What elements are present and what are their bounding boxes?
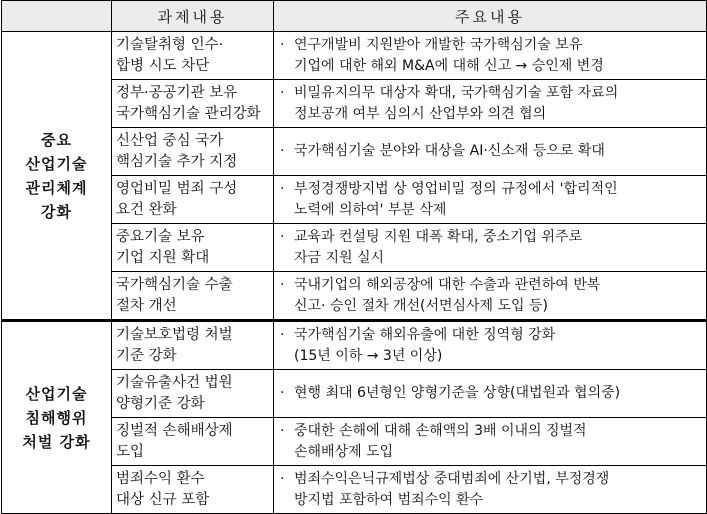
content-text: [294, 179, 702, 221]
header-task: 과제내용: [112, 1, 274, 32]
category-cell: [2, 321, 112, 514]
content-cell: [274, 176, 707, 224]
task-line: 신산업 중심 국가: [116, 132, 224, 149]
content-line: 범죄수익은닉규제법상 중대범죄에 산기법, 부정경쟁: [294, 470, 610, 487]
content-cell: [274, 32, 707, 80]
task-cell: [112, 224, 274, 272]
content-cell: [274, 321, 707, 370]
bullet-mark: ·: [280, 470, 285, 487]
content-cell: [274, 466, 707, 514]
header-content: 주요내용: [274, 1, 707, 32]
task-line: 요건 완화: [116, 201, 177, 218]
task-cell: [112, 128, 274, 176]
task-line: 중요기술 보유: [116, 228, 205, 245]
bullet-item: [280, 469, 702, 511]
content-line: 정보공개 여부 심의시 산업부와 의견 협의: [294, 105, 547, 122]
task-line: 영업비밀 범죄 구성: [116, 180, 238, 197]
category-cell: [2, 32, 112, 321]
content-line: 국가핵심기술 분야와 대상을 AI·신소재 등으로 확대: [294, 143, 605, 159]
content-line: 국가핵심기술 해외유출에 대한 징역형 강화: [294, 326, 556, 343]
task-line: 기준 강화: [116, 347, 177, 364]
content-line: 자금 지원 실시: [294, 249, 385, 266]
content-cell: [274, 370, 707, 418]
bullet-mark: ·: [280, 143, 285, 159]
bullet-item: [280, 325, 702, 367]
task-line: 대상 신규 포함: [116, 491, 210, 508]
bullet-item: [280, 383, 702, 404]
content-line: 기업에 대한 해외 M&A에 대해 신고 → 승인제 변경: [294, 57, 604, 74]
task-cell: [112, 466, 274, 514]
content-cell: [274, 80, 707, 128]
task-line: 합병 시도 차단: [116, 57, 210, 74]
category-line: 침해행위: [25, 408, 88, 427]
header-blank: [2, 1, 112, 32]
task-line: 절차 개선: [116, 297, 177, 314]
content-line: 비밀유지의무 대상자 확대, 국가핵심기술 포함 자료의: [294, 84, 619, 101]
category-line: 산업기술: [25, 154, 88, 173]
content-text: [294, 35, 702, 77]
task-cell: [112, 418, 274, 466]
task-cell: [112, 370, 274, 418]
content-text: [294, 83, 702, 125]
task-cell: [112, 80, 274, 128]
content-line: 국내기업의 해외공장에 대한 수출과 관련하여 반복: [294, 276, 601, 293]
bullet-item: [280, 179, 702, 221]
content-text: [294, 141, 702, 162]
content-cell: [274, 418, 707, 466]
task-cell: [112, 321, 274, 370]
bullet-item: [280, 421, 702, 463]
task-line: 기업 지원 확대: [116, 249, 210, 266]
content-line: 부정경쟁방지법 상 영업비밀 정의 규정에서 '합리적인: [294, 180, 618, 197]
content-text: [294, 469, 702, 511]
bullet-item: [280, 141, 702, 162]
task-line: 국가핵심기술 관리강화: [116, 105, 261, 122]
category-line: 산업기술: [25, 384, 88, 403]
bullet-item: [280, 35, 702, 77]
task-line: 핵심기술 추가 지정: [116, 153, 238, 170]
category-line: 처벌 강화: [22, 432, 91, 451]
category-line: 중요: [41, 130, 72, 149]
task-line: 도입: [116, 443, 145, 460]
bullet-item: [280, 275, 702, 317]
content-cell: [274, 224, 707, 272]
table-row: [2, 321, 707, 370]
content-text: [294, 421, 702, 463]
content-text: [294, 325, 702, 367]
content-line: 교육과 컨설팅 지원 대폭 확대, 중소기업 위주로: [294, 228, 583, 245]
task-line: 기술유출사건 법원: [116, 374, 233, 391]
task-cell: [112, 176, 274, 224]
content-line: 연구개발비 지원받아 개발한 국가핵심기술 보유: [294, 36, 583, 53]
bullet-item: [280, 227, 702, 269]
bullet-mark: ·: [280, 180, 285, 197]
task-line: 기술보호법령 처벌: [116, 326, 233, 343]
content-text: [294, 275, 702, 317]
task-line: 정부·공공기관 보유: [116, 84, 238, 101]
bullet-mark: ·: [280, 276, 285, 293]
content-line: 방지법 포함하여 범죄수익 환수: [294, 491, 484, 508]
content-text: [294, 227, 702, 269]
category-line: 강화: [41, 202, 72, 221]
category-line: 관리체계: [25, 178, 88, 197]
task-line: 양형기준 강화: [116, 395, 205, 412]
policy-table: [1, 0, 707, 514]
content-cell: [274, 128, 707, 176]
content-text: [294, 383, 702, 404]
content-line: 신고· 승인 절차 개선(서면심사제 도입 등): [294, 297, 549, 314]
bullet-item: [280, 83, 702, 125]
task-line: 기술탈취형 인수·: [116, 36, 224, 53]
bullet-mark: ·: [280, 84, 285, 101]
bullet-mark: ·: [280, 422, 285, 439]
table-header-row: [2, 1, 707, 32]
content-line: 중대한 손해에 대해 손해액의 3배 이내의 징벌적: [294, 422, 587, 439]
bullet-mark: ·: [280, 326, 285, 343]
content-line: 노력에 의하여' 부분 삭제: [294, 201, 447, 218]
content-cell: [274, 272, 707, 321]
table-body: [2, 32, 707, 514]
table-row: [2, 32, 707, 80]
task-line: 징벌적 손해배상제: [116, 422, 233, 439]
content-line: (15년 이하 → 3년 이상): [294, 347, 443, 364]
task-line: 범죄수익 환수: [116, 470, 205, 487]
bullet-mark: ·: [280, 385, 285, 401]
task-cell: [112, 272, 274, 321]
bullet-mark: ·: [280, 36, 285, 53]
content-line: 손해배상제 도입: [294, 443, 394, 460]
bullet-mark: ·: [280, 228, 285, 245]
content-line: 현행 최대 6년형인 양형기준을 상향(대법원과 협의중): [294, 385, 621, 401]
task-line: 국가핵심기술 수출: [116, 276, 233, 293]
task-cell: [112, 32, 274, 80]
